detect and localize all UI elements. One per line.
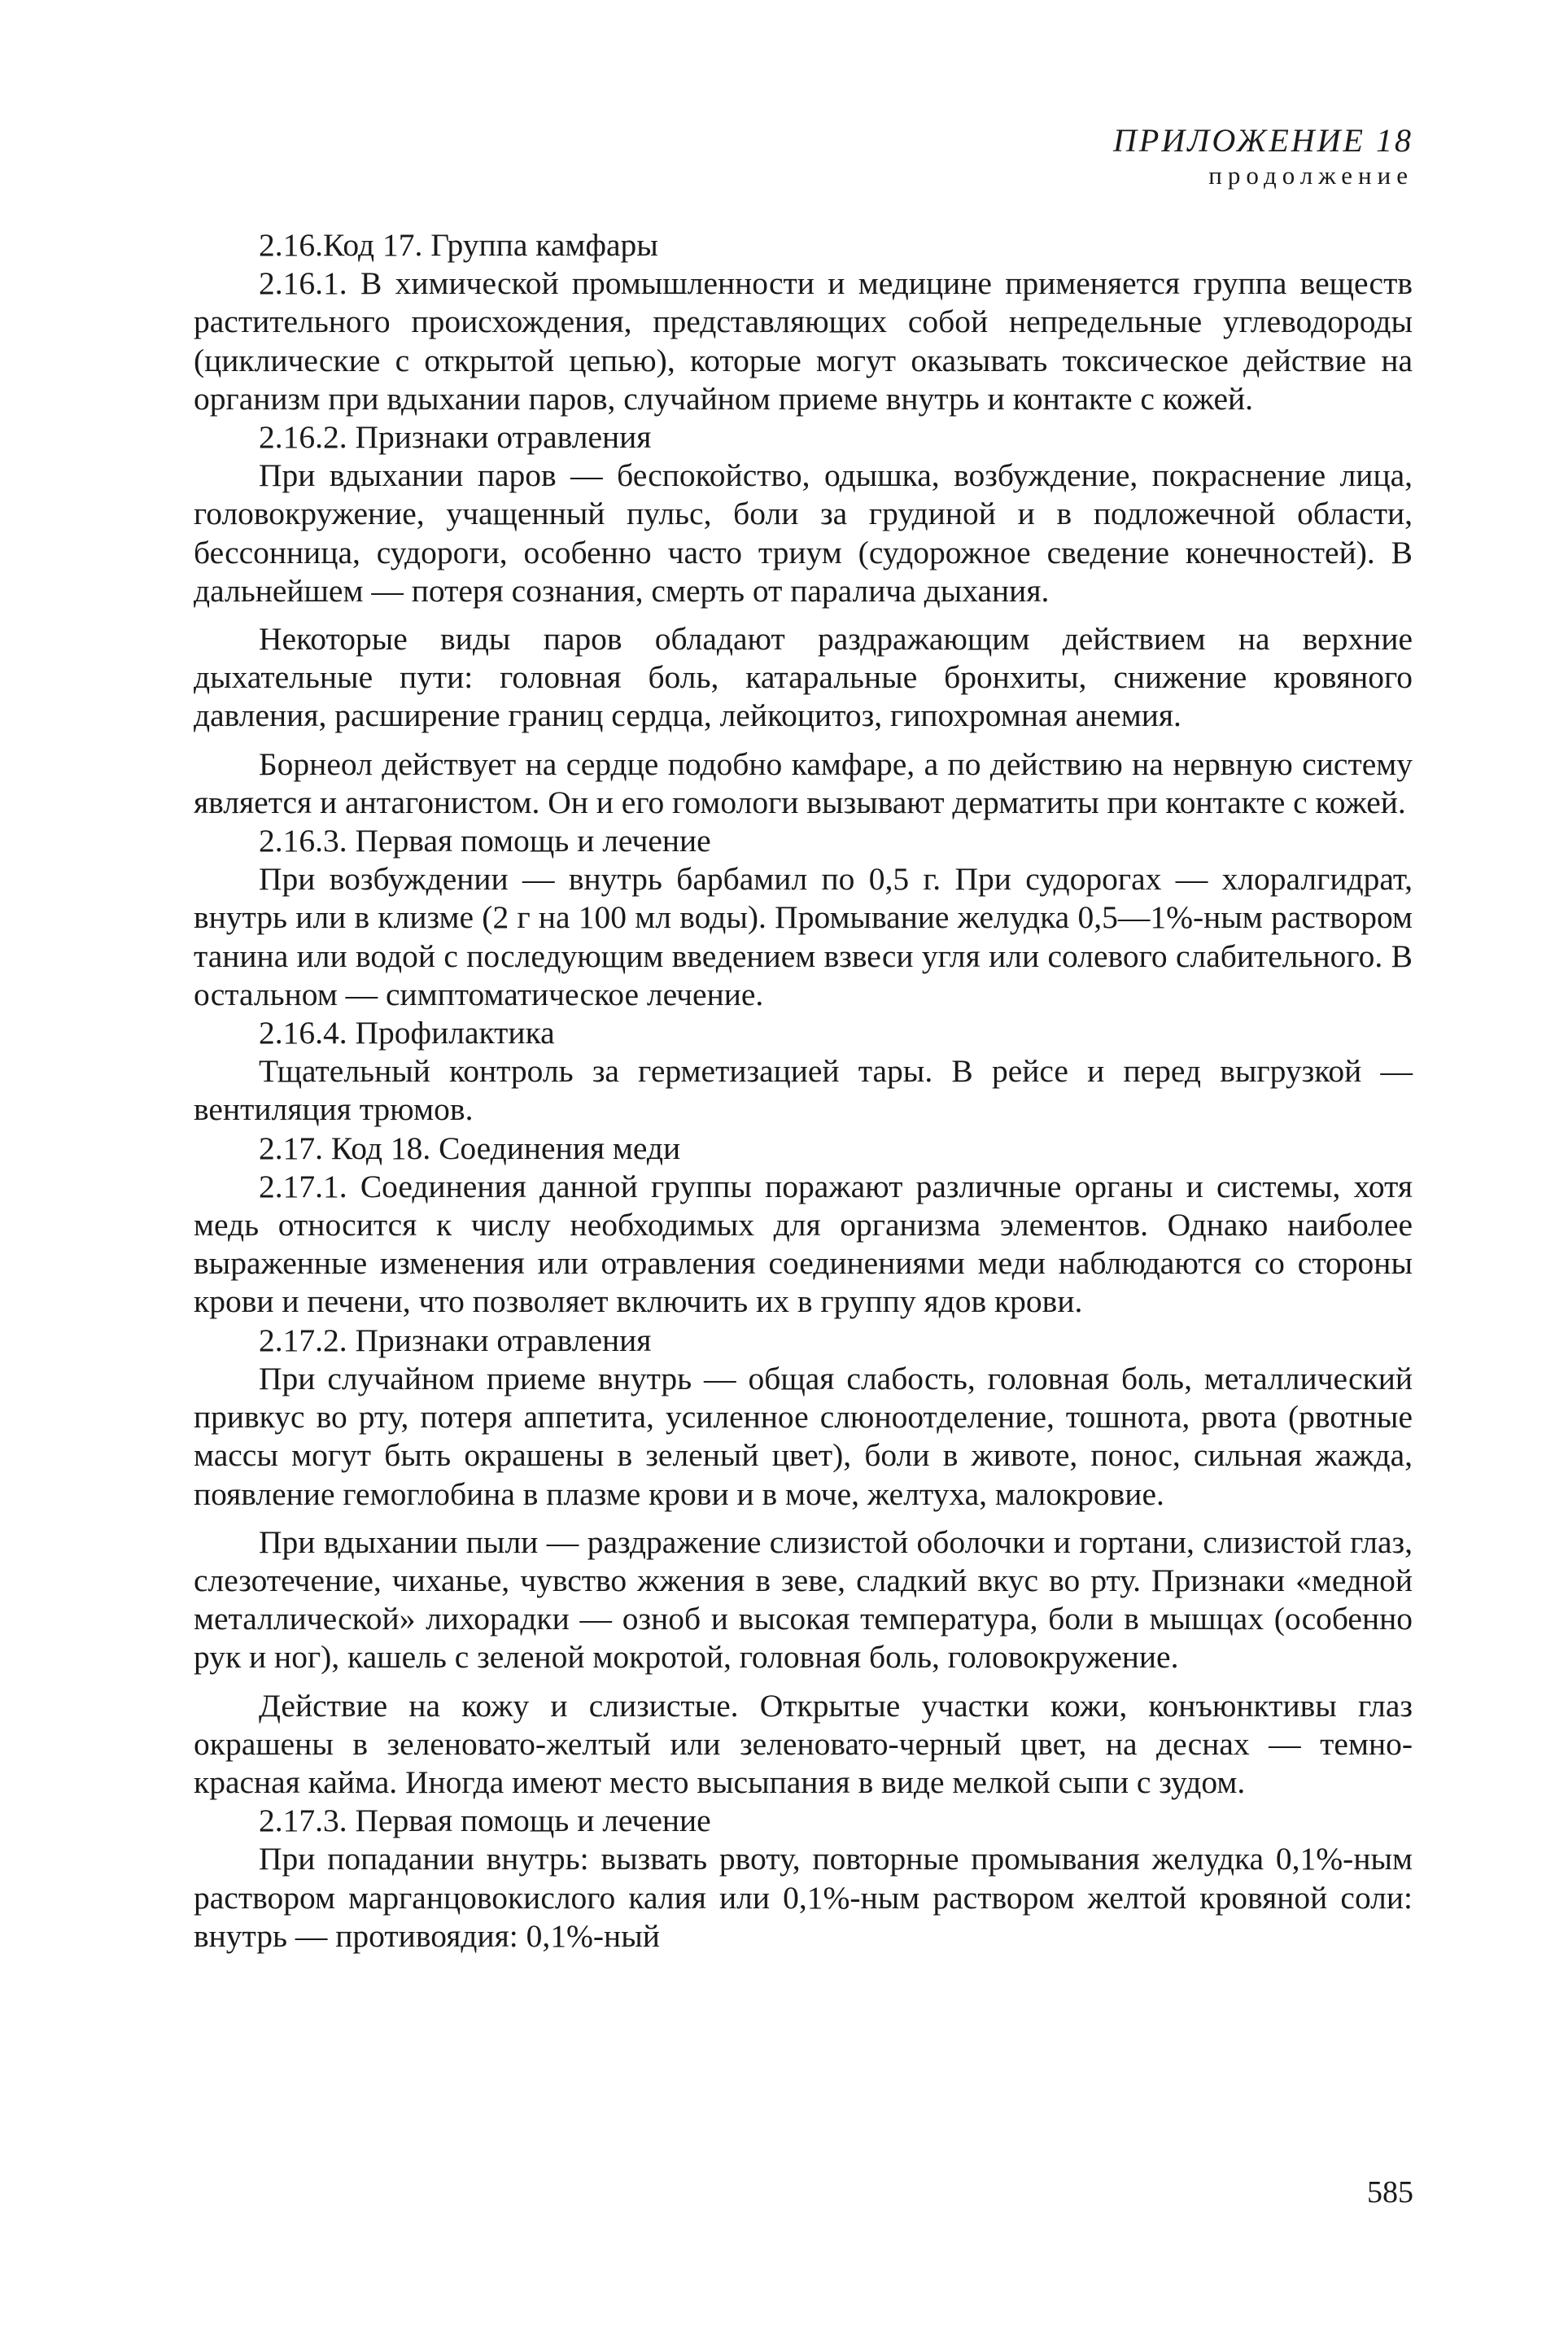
subsection-heading: 2.17.3. Первая помощь и лечение	[259, 1803, 711, 1839]
paragraph: Тщательный контроль за герметизацией тары. В рейсе и перед выгрузкой — вентиляция трюмов.	[194, 1053, 1413, 1128]
paragraph: Действие на кожу и слизистые. Открытые участки кожи, конъюнктивы глаз окрашены в зеленовато-желтый или зеленовато-черный цвет, на деснах — темно-красная кайма. Иногда имеют место высыпания в виде мелкой сыпи с зудом.	[194, 1687, 1413, 1800]
paragraph: При вдыхании пыли — раздражение слизистой оболочки и гортани, слизистой глаз, слезотечение, чиханье, чувство жжения в зеве, сладкий вкус во рту. Признаки «медной металлической» лихорадки — озноб и высокая температура, боли в мышцах (особенно рук и ног), кашель с зеленой мокротой, головная боль, головокружение.	[194, 1523, 1413, 1676]
section-heading: 2.17. Код 18. Соединения меди	[259, 1130, 681, 1166]
appendix-continuation: продолжение	[1208, 161, 1413, 190]
paragraph: Борнеол действует на сердце подобно камфаре, а по действию на нервную систему является и антагонистом. Он и его гомологи вызывают дерматиты при контакте с кожей.	[194, 745, 1413, 820]
subsection-heading: 2.17.2. Признаки отравления	[259, 1322, 652, 1358]
subsection-heading: 2.16.2. Признаки отравления	[259, 419, 652, 456]
paragraph: При случайном приеме внутрь — общая слабость, головная боль, металлический привкус во рту, потеря аппетита, усиленное слюноотделение, тошнота, рвота (рвотные массы могут быть окрашены в зеленый цвет), боли в животе, понос, сильная жажда, появление гемоглобина в плазме крови и в моче, желтуха, малокровие.	[194, 1360, 1413, 1512]
subsection-heading: 2.16.3. Первая помощь и лечение	[259, 823, 711, 859]
paragraph: При попадании внутрь: вызвать рвоту, повторные промывания желудка 0,1%-ным раствором марганцовокислого калия или 0,1%-ным раствором желтой кровяной соли: внутрь — противоядия: 0,1%-ный	[194, 1841, 1413, 1954]
paragraph: Некоторые виды паров обладают раздражающим действием на верхние дыхательные пути: головная боль, катаральные бронхиты, снижение кровяного давления, расширение границ сердца, лейкоцитоз, гипохромная анемия.	[194, 621, 1413, 734]
paragraph: 2.17.1. Соединения данной группы поражают различные органы и системы, хотя медь относится к числу необходимых для организма элементов. Однако наиболее выраженные изменения или отравления соединениями меди наблюдаются со стороны крови и печени, что позволяет включить их в группу ядов крови.	[194, 1168, 1413, 1320]
subsection-heading: 2.16.4. Профилактика	[259, 1015, 555, 1051]
paragraph: При вдыхании паров — беспокойство, одышка, возбуждение, покраснение лица, головокружение, учащенный пульс, боли за грудиной и в подложечной области, бессонница, судороги, особенно часто триум (судорожное сведение конечностей). В дальнейшем — потеря сознания, смерть от паралича дыхания.	[194, 457, 1413, 609]
page-body	[194, 226, 1413, 1956]
paragraph: 2.16.1. В химической промышленности и медицине применяется группа веществ растительного происхождения, представляющих собой непредельные углеводороды (циклические с открытой цепью), которые могут оказывать токсическое действие на организм при вдыхании паров, случайном приеме внутрь и контакте с кожей.	[194, 265, 1413, 417]
page-number: 585	[1367, 2175, 1413, 2209]
page-header	[1113, 122, 1413, 190]
section-heading: 2.16.Код 17. Группа камфары	[259, 227, 658, 263]
paragraph: При возбуждении — внутрь барбамил по 0,5 г. При судорогах — хлоралгидрат, внутрь или в клизме (2 г на 100 мл воды). Промывание желудка 0,5—1%-ным раствором танина или водой с последующим введением взвеси угля или солевого слабительного. В остальном — симптоматическое лечение.	[194, 861, 1413, 1012]
appendix-title: ПРИЛОЖЕНИЕ 18	[1113, 122, 1413, 159]
